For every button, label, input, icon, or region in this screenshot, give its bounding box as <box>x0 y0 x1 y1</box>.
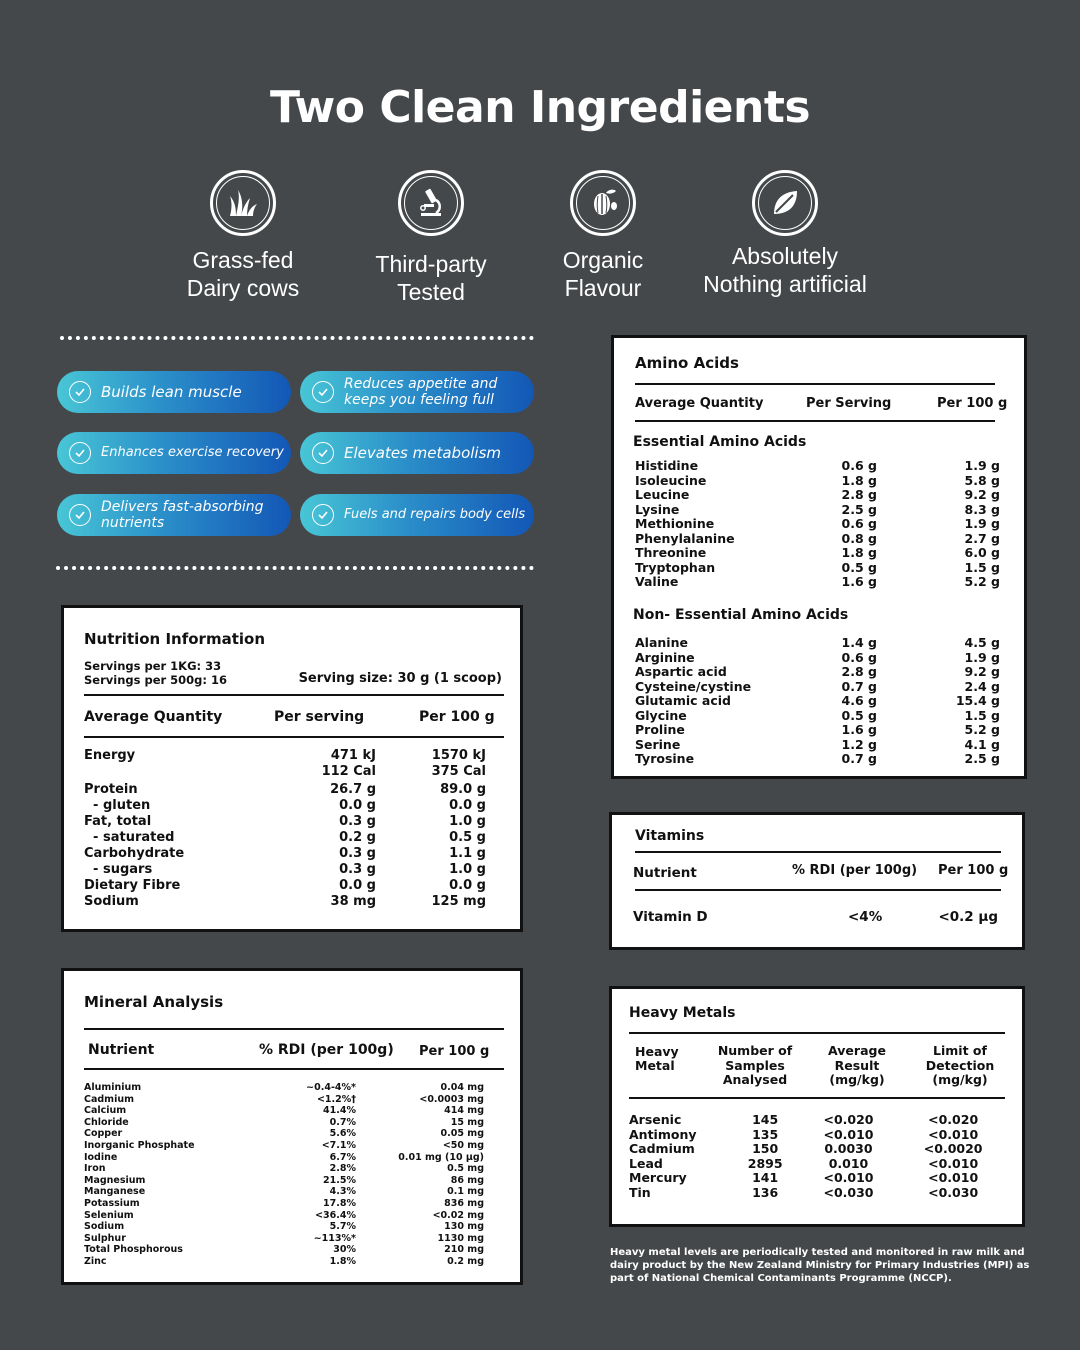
table-cell: 1.9 g <box>964 458 1000 473</box>
table-cell: Energy <box>84 748 136 763</box>
table-cell: 0.2 mg <box>447 1255 484 1267</box>
table-cell: 6.0 g <box>964 545 1000 560</box>
table-row <box>84 1163 484 1175</box>
table-cell: 0.5 g <box>841 559 877 575</box>
heavy-metals-panel <box>609 986 1025 1227</box>
feature-nothing-artificial <box>688 170 882 298</box>
table-cell: 1.5 g <box>964 559 1000 575</box>
table-cell: 0.3 g <box>339 846 376 861</box>
table-cell: Manganese <box>84 1186 146 1198</box>
servings-1kg: Servings per 1KG: 33 <box>84 659 222 673</box>
nutrition-panel <box>61 605 523 932</box>
table-row <box>84 878 486 894</box>
table-cell: 21.5% <box>323 1174 356 1186</box>
table-cell: 0.010 <box>828 1155 869 1171</box>
table-cell: 1.1 g <box>449 846 486 861</box>
table-cell: 4.1 g <box>964 736 1000 752</box>
table-cell: - saturated <box>84 830 175 845</box>
table-cell: Iron <box>84 1163 106 1175</box>
table-cell: Potassium <box>84 1197 140 1209</box>
table-cell: Magnesium <box>84 1174 146 1186</box>
vitamin-rdi: <4% <box>848 909 883 925</box>
table-cell: 8.3 g <box>964 501 1000 517</box>
mineral-title: Mineral Analysis <box>84 993 224 1011</box>
table-cell: 2.7 g <box>964 530 1000 546</box>
nutrition-table <box>84 748 486 910</box>
feature-grass-fed <box>168 170 318 302</box>
table-cell: 0.7 g <box>841 751 877 766</box>
check-circle-icon <box>69 442 91 464</box>
rule <box>84 694 504 696</box>
col-header: Nutrient <box>88 1042 155 1058</box>
check-circle-icon <box>312 442 334 464</box>
table-row <box>84 1152 484 1164</box>
table-cell: 0.04 mg <box>440 1082 484 1093</box>
metals-table <box>629 1113 1005 1200</box>
table-cell: 0.3 g <box>339 862 376 877</box>
table-cell: 0.7% <box>329 1116 356 1128</box>
table-cell: Valine <box>635 574 679 589</box>
table-cell: Sodium <box>84 894 139 909</box>
table-cell: <0.010 <box>928 1155 979 1171</box>
table-cell: Chloride <box>84 1116 129 1128</box>
rule <box>84 736 504 738</box>
serving-size: Serving size: 30 g (1 scoop) <box>298 671 502 686</box>
table-cell: Arginine <box>635 649 695 665</box>
table-cell: 1.8% <box>329 1255 356 1267</box>
table-cell: 2.4 g <box>964 678 1000 694</box>
table-cell: 2.5 g <box>841 501 877 517</box>
rule <box>629 1097 1005 1099</box>
table-row <box>84 1105 484 1117</box>
table-cell: 38 mg <box>330 894 376 909</box>
table-row <box>635 503 1000 518</box>
table-cell: 1.0 g <box>449 814 486 829</box>
table-cell: 1.6 g <box>841 574 877 589</box>
divider <box>60 336 534 340</box>
table-cell: 89.0 g <box>440 782 486 797</box>
rule <box>84 1028 504 1030</box>
table-row <box>84 1198 484 1210</box>
feature-label: Organic Flavour <box>562 247 644 301</box>
col-header: Per 100 g <box>419 709 495 725</box>
table-row <box>84 748 486 764</box>
table-row <box>635 738 1000 753</box>
benefit-pill <box>57 432 291 474</box>
table-row <box>635 651 1000 666</box>
table-cell: <0.010 <box>928 1170 979 1185</box>
table-cell: Threonine <box>635 545 707 560</box>
table-row <box>84 1221 484 1233</box>
table-cell: Iodine <box>84 1151 118 1163</box>
essential-title: Essential Amino Acids <box>633 434 807 450</box>
table-row <box>635 636 1000 651</box>
table-cell: <0.010 <box>928 1126 979 1142</box>
table-row <box>629 1128 1005 1143</box>
table-cell: Phenylalanine <box>635 530 735 546</box>
col-header: % RDI (per 100g) <box>792 863 918 878</box>
table-cell: Copper <box>84 1128 123 1140</box>
check-circle-icon <box>312 381 334 403</box>
table-cell: 0.0 g <box>449 798 486 813</box>
table-cell: Tin <box>629 1184 651 1200</box>
table-cell: <0.0003 mg <box>419 1093 484 1105</box>
table-row <box>84 846 486 862</box>
table-cell: Leucine <box>635 487 690 502</box>
table-row <box>84 1094 484 1106</box>
table-cell: Total Phosphorous <box>84 1244 183 1256</box>
table-cell: Lead <box>629 1155 663 1171</box>
page-title: Two Clean Ingredients <box>269 82 811 133</box>
benefit-pill <box>57 371 291 413</box>
leaf-icon <box>768 186 802 220</box>
table-cell: <0.030 <box>823 1184 874 1200</box>
table-cell: Cadmium <box>629 1141 695 1156</box>
table-cell: Arsenic <box>629 1112 682 1127</box>
table-cell: Protein <box>84 782 138 797</box>
table-cell: <0.020 <box>928 1112 979 1127</box>
col-header: Average Quantity <box>635 396 764 411</box>
table-cell: 0.8 g <box>841 530 877 546</box>
col-header: Average Result (mg/kg) <box>828 1043 886 1087</box>
table-row <box>84 1175 484 1187</box>
table-cell: 2.8 g <box>841 664 877 679</box>
table-row <box>84 1128 484 1140</box>
benefit-text: Builds lean muscle <box>101 383 242 401</box>
table-cell: - sugars <box>84 862 153 877</box>
table-cell: Dietary Fibre <box>84 878 181 893</box>
table-cell: 5.7% <box>329 1221 356 1233</box>
table-row <box>84 1256 484 1268</box>
table-cell: Tryptophan <box>635 559 716 575</box>
table-cell: 0.01 mg (10 µg) <box>398 1151 484 1163</box>
rule <box>84 1068 504 1070</box>
table-row <box>84 862 486 878</box>
table-cell: 2.8% <box>329 1163 356 1175</box>
feature-label: Grass-fed Dairy cows <box>186 247 300 301</box>
table-cell: 0.05 mg <box>440 1128 484 1140</box>
table-cell: Aluminium <box>84 1082 142 1093</box>
vitamin-per100: <0.2 µg <box>938 909 998 925</box>
table-cell: 414 mg <box>444 1105 484 1117</box>
table-cell: 1.6 g <box>841 722 877 737</box>
rule <box>629 1032 1005 1034</box>
table-row <box>629 1171 1005 1186</box>
divider <box>56 566 534 570</box>
table-cell: 5.8 g <box>964 472 1000 488</box>
feature-label: Third-party Tested <box>375 251 487 305</box>
table-cell: 210 mg <box>444 1244 484 1256</box>
table-cell: Glutamic acid <box>635 693 732 708</box>
table-cell: 0.6 g <box>841 516 877 531</box>
vitamins-panel <box>609 812 1025 950</box>
table-row <box>629 1113 1005 1128</box>
table-cell: 136 <box>752 1184 779 1200</box>
table-cell: 1.8 g <box>841 545 877 560</box>
table-cell: <0.0020 <box>923 1141 983 1156</box>
table-cell: 0.2 g <box>339 830 376 845</box>
benefit-pill <box>300 494 534 536</box>
table-cell: 375 Cal <box>431 764 486 779</box>
feature-organic <box>528 170 678 302</box>
table-cell: Cysteine/cystine <box>635 678 752 694</box>
footnote: Heavy metal levels are periodically tested and monitored in raw milk and dairy product by the New Zealand Ministry for Primary Industries (MPI) as part of National Chemical Contaminants Programme (NCCP). <box>610 1247 1030 1284</box>
table-row <box>635 665 1000 680</box>
table-row <box>635 694 1000 709</box>
table-cell: 0.3 g <box>339 814 376 829</box>
table-row <box>84 894 486 910</box>
table-cell: - gluten <box>84 798 151 813</box>
metals-title: Heavy Metals <box>629 1005 736 1021</box>
col-header: Per 100 g <box>937 396 1008 411</box>
table-cell: 471 kJ <box>330 748 376 763</box>
table-cell: 1.4 g <box>841 635 877 650</box>
table-row <box>635 517 1000 532</box>
table-cell: <0.010 <box>823 1126 874 1142</box>
table-cell: <7.1% <box>321 1139 356 1151</box>
servings-500g: Servings per 500g: 16 <box>84 673 228 687</box>
table-cell: 0.5 mg <box>447 1163 484 1175</box>
table-cell: Sodium <box>84 1221 125 1233</box>
table-cell: Fat, total <box>84 814 152 829</box>
benefit-text: Reduces appetite and keeps you feeling full <box>344 376 498 408</box>
table-row <box>635 680 1000 695</box>
table-cell: Lysine <box>635 501 680 517</box>
table-cell: 0.7 g <box>841 678 877 694</box>
table-cell: 0.5 g <box>449 830 486 845</box>
table-row <box>84 1210 484 1222</box>
rule <box>635 851 1001 853</box>
table-cell: 0.0 g <box>339 798 376 813</box>
vitamins-title: Vitamins <box>635 828 705 844</box>
table-cell: 130 mg <box>444 1221 484 1233</box>
essential-table <box>635 459 1000 590</box>
table-cell <box>84 764 234 780</box>
nonessential-table <box>635 636 1000 767</box>
table-cell: Alanine <box>635 635 688 650</box>
benefit-text: Fuels and repairs body cells <box>344 507 526 522</box>
benefit-pill <box>300 432 534 474</box>
table-cell: <50 mg <box>442 1139 484 1151</box>
table-cell: 17.8% <box>323 1197 356 1209</box>
table-cell: 86 mg <box>450 1174 484 1186</box>
table-row <box>635 723 1000 738</box>
table-cell: Methionine <box>635 516 715 531</box>
table-cell: 0.0 g <box>449 878 486 893</box>
col-header: Per serving <box>274 709 365 725</box>
table-cell: Inorganic Phosphate <box>84 1139 195 1151</box>
table-cell: 1.0 g <box>449 862 486 877</box>
amino-panel <box>611 335 1027 779</box>
table-cell: 41.4% <box>323 1105 356 1117</box>
vitamin-name: Vitamin D <box>633 909 708 925</box>
microscope-icon <box>414 186 448 220</box>
table-cell: Tyrosine <box>635 751 695 766</box>
table-row <box>635 709 1000 724</box>
col-header: Number of Samples Analysed <box>717 1043 793 1087</box>
table-cell: 0.5 g <box>841 707 877 723</box>
table-cell: 4.3% <box>329 1186 356 1198</box>
check-circle-icon <box>69 504 91 526</box>
table-row <box>84 1140 484 1152</box>
table-cell: 5.2 g <box>964 574 1000 589</box>
table-cell: 0.0 g <box>339 878 376 893</box>
check-circle-icon <box>312 504 334 526</box>
table-cell: Antimony <box>629 1126 697 1142</box>
table-cell: Histidine <box>635 458 699 473</box>
nonessential-title: Non- Essential Amino Acids <box>633 607 849 623</box>
table-cell: ~0.4-4%* <box>306 1082 356 1093</box>
table-row <box>635 575 1000 590</box>
benefit-text: Delivers fast-absorbing nutrients <box>101 499 264 531</box>
feature-third-party <box>356 170 506 306</box>
table-cell: <1.2%† <box>316 1093 356 1105</box>
col-header: Limit of Detection (mg/kg) <box>925 1043 995 1087</box>
table-row <box>635 752 1000 767</box>
table-cell: 9.2 g <box>964 664 1000 679</box>
benefit-pill <box>57 494 291 536</box>
table-cell: 4.5 g <box>964 635 1000 650</box>
benefit-text: Elevates metabolism <box>344 444 502 462</box>
table-cell: Mercury <box>629 1170 687 1185</box>
table-cell: 141 <box>752 1170 779 1185</box>
table-row <box>84 1244 484 1256</box>
grass-icon <box>226 186 260 220</box>
mineral-table <box>84 1082 484 1268</box>
table-cell: Carbohydrate <box>84 846 185 861</box>
table-cell: Zinc <box>84 1255 107 1267</box>
table-row <box>84 814 486 830</box>
amino-title: Amino Acids <box>635 354 739 372</box>
table-cell: 112 Cal <box>321 764 376 779</box>
table-cell: ~113%* <box>313 1232 356 1244</box>
table-cell: Selenium <box>84 1209 134 1221</box>
benefit-pill <box>300 371 534 413</box>
table-cell: 0.6 g <box>841 458 877 473</box>
table-cell: 836 mg <box>444 1197 484 1209</box>
col-header: Heavy Metal <box>635 1044 679 1073</box>
table-cell: 2.8 g <box>841 487 877 502</box>
check-circle-icon <box>69 381 91 403</box>
table-cell: Calcium <box>84 1105 127 1117</box>
col-header: Average Quantity <box>84 709 223 725</box>
table-cell: 1130 mg <box>437 1232 484 1244</box>
table-cell: <36.4% <box>315 1209 356 1221</box>
rule <box>635 889 1001 891</box>
table-cell: 4.6 g <box>841 693 877 708</box>
rule <box>635 383 995 385</box>
table-cell: Sulphur <box>84 1232 126 1244</box>
table-row <box>635 532 1000 547</box>
table-cell: <0.02 mg <box>432 1209 484 1221</box>
col-header: Per 100 g <box>419 1044 490 1059</box>
table-row <box>635 488 1000 503</box>
table-cell: 30% <box>333 1244 356 1256</box>
table-row <box>629 1186 1005 1201</box>
rule <box>635 420 995 422</box>
table-cell: 135 <box>752 1126 779 1142</box>
col-header: % RDI (per 100g) <box>259 1042 394 1058</box>
table-cell: 5.2 g <box>964 722 1000 737</box>
table-cell: 5.6% <box>329 1128 356 1140</box>
table-cell: Isoleucine <box>635 472 707 488</box>
table-cell: Serine <box>635 736 681 752</box>
table-cell: 26.7 g <box>330 782 376 797</box>
table-row <box>84 1082 484 1094</box>
mineral-panel <box>61 968 523 1285</box>
table-cell: 1.8 g <box>841 472 877 488</box>
table-cell: <0.010 <box>823 1170 874 1185</box>
table-row <box>84 1233 484 1245</box>
table-cell: 1.2 g <box>841 736 877 752</box>
table-cell: Aspartic acid <box>635 664 727 679</box>
table-cell: 6.7% <box>329 1151 356 1163</box>
table-cell: 15 mg <box>450 1116 484 1128</box>
table-row <box>635 561 1000 576</box>
table-row <box>84 764 486 780</box>
table-cell: 2895 <box>747 1155 783 1171</box>
table-row <box>84 1186 484 1198</box>
table-cell: Cadmium <box>84 1093 135 1105</box>
table-row <box>635 474 1000 489</box>
table-cell: 0.1 mg <box>447 1186 484 1198</box>
col-header: Nutrient <box>633 865 697 881</box>
col-header: Per Serving <box>806 396 892 411</box>
table-row <box>84 830 486 846</box>
table-cell: 125 mg <box>431 894 486 909</box>
feature-label: Absolutely Nothing artificial <box>703 243 867 297</box>
table-cell: 1570 kJ <box>431 748 486 763</box>
table-row <box>629 1157 1005 1172</box>
table-cell: 2.5 g <box>964 751 1000 766</box>
table-cell: 0.6 g <box>841 649 877 665</box>
table-cell: 150 <box>752 1141 779 1156</box>
table-cell: <0.030 <box>928 1184 979 1200</box>
benefit-text: Enhances exercise recovery <box>101 445 284 460</box>
col-header: Per 100 g <box>938 863 1009 878</box>
cacao-icon <box>586 186 620 220</box>
table-cell: 9.2 g <box>964 487 1000 502</box>
table-cell: 1.5 g <box>964 707 1000 723</box>
table-row <box>84 798 486 814</box>
table-cell: <0.020 <box>823 1112 874 1127</box>
table-cell: 0.0030 <box>824 1141 873 1156</box>
table-row <box>635 459 1000 474</box>
table-row <box>84 780 486 798</box>
table-cell: 145 <box>752 1112 779 1127</box>
table-row <box>635 546 1000 561</box>
table-row <box>629 1142 1005 1157</box>
nutrition-title: Nutrition Information <box>84 630 265 648</box>
table-cell: 1.9 g <box>964 516 1000 531</box>
table-row <box>84 1117 484 1129</box>
table-cell: 15.4 g <box>955 693 1000 708</box>
table-cell: 1.9 g <box>964 649 1000 665</box>
table-cell: Glycine <box>635 707 687 723</box>
table-cell: Proline <box>635 722 685 737</box>
